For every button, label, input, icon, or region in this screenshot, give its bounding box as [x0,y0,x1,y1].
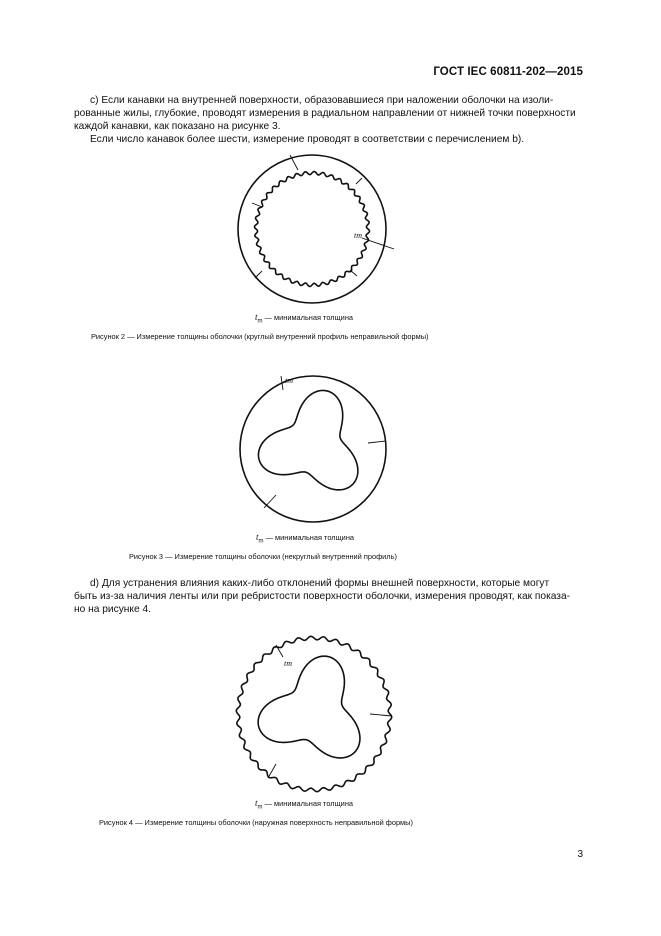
fig2-legend-symbol: t [255,312,258,322]
fig4-dimension-line [370,714,392,716]
fig4-dimension-line [268,764,276,778]
fig4-tm-label: tm [284,659,292,668]
fig4-legend-text: — минимальная толщина [264,799,354,808]
document-header: ГОСТ IEC 60811-202—2015 [433,66,583,78]
fig3-legend-sub: m [258,538,264,545]
paragraph-c-line4: Если число канавок более шести, измерение проводят в соответствии с перечислением b). [90,134,525,145]
fig2-legend-text: — минимальная толщина [264,313,354,322]
paragraph-d-line2: быть из-за наличия ленты или при ребристости поверхности оболочки, измерения проводят, как показа- [74,591,571,602]
fig2-tm-label: tm [354,231,362,240]
fig4-legend-symbol: t [255,798,258,808]
figure-3-caption: Рисунок 3 — Измерение толщины оболочки (некруглый внутренний профиль) [129,552,397,561]
fig3-tm-label: tm [285,376,293,385]
paragraph-d-line1: d) Для устранения влияния каких-либо отклонений формы внешней поверхности, которые могут [90,578,550,589]
figure-4-caption: Рисунок 4 — Измерение толщины оболочки (наружная поверхность неправильной формы) [99,818,413,827]
figure-4-legend [255,798,353,810]
paragraph-d-line3: но на рисунке 4. [74,604,151,615]
figure-2-caption: Рисунок 2 — Измерение толщины оболочки (круглый внутренний профиль неправильной формы) [91,332,429,341]
fig2-legend-sub: m [257,318,263,325]
paragraph-c-line3: каждой канавки, как показано на рисунке 3. [74,121,281,132]
page-number: 3 [577,849,583,860]
fig4-trefoil-profile [258,656,360,758]
fig3-legend-text: — минимальная толщина [265,533,355,542]
paragraph-c-line2: рованные жилы, глубокие, проводят измерения в радиальном направлении от нижней точки поверхности [74,108,576,119]
paragraph-c-line1: c) Если канавки на внутренней поверхности, образовавшиеся при наложении оболочки на изоли- [90,95,554,106]
fig3-legend-symbol: t [256,532,259,542]
fig4-legend-sub: m [257,804,263,811]
